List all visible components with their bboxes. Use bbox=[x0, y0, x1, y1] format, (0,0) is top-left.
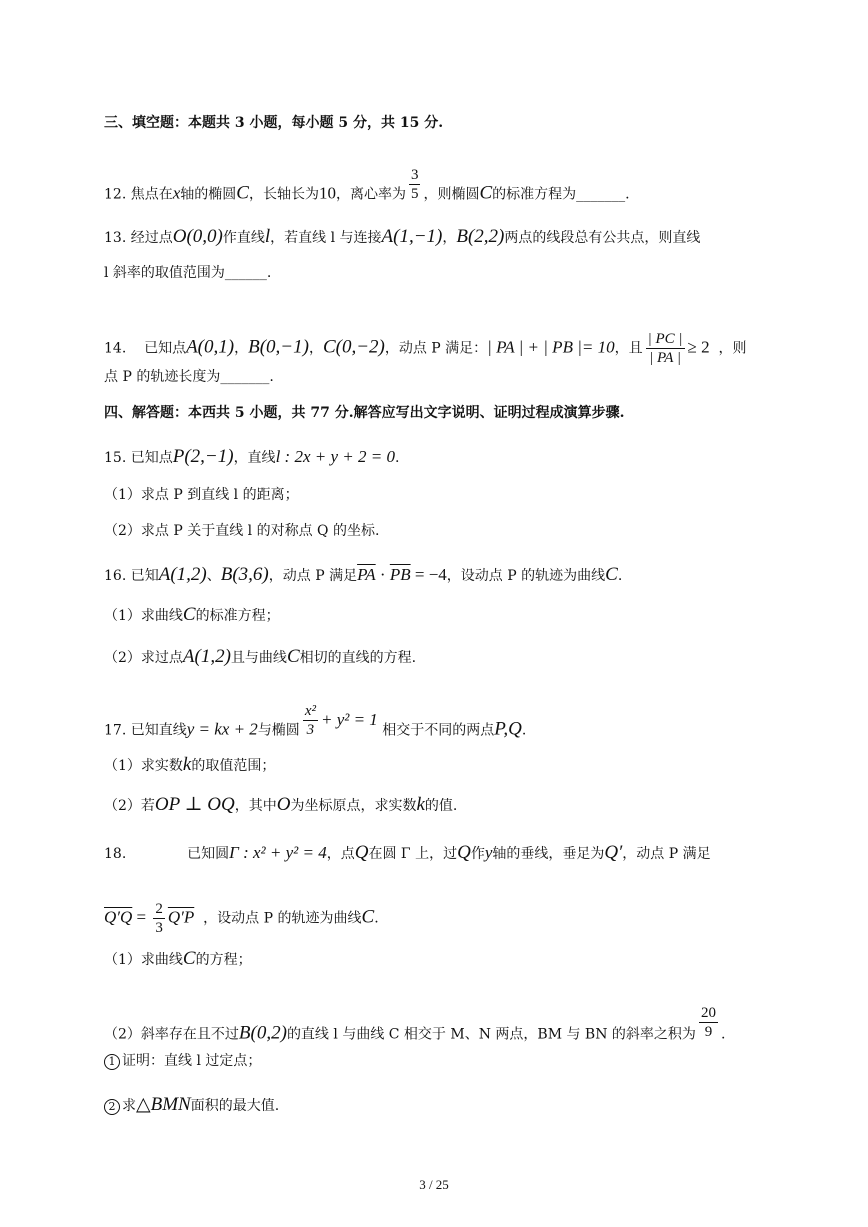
question-16-part2: （2）求过点A(1,2)且与曲线C相切的直线的方程. bbox=[104, 646, 417, 667]
question-16-part1: （1）求曲线C的标准方程； bbox=[104, 604, 280, 625]
question-17: 17. 已知直线y = kx + 2与椭圆 $\frac{\text{x²}}{3}$ + y² = 1 相交于不同的两点P,Q. bbox=[104, 703, 527, 740]
question-17-part1: （1）求实数k的取值范围； bbox=[104, 754, 276, 775]
circled-number-2: 2 bbox=[104, 1099, 120, 1115]
question-18-sub2: 2 求△BMN面积的最大值. bbox=[104, 1096, 778, 1115]
twenty-ninths-fraction: $\frac{20}{9}$ bbox=[700, 1005, 716, 1040]
question-14-line2: 点 P 的轨迹长度为_______. bbox=[104, 369, 274, 385]
section-heading-fill-in: 三、填空题：本题共 3 小题，每小题 5 分，共 15 分. bbox=[104, 115, 444, 131]
question-15-part1: （1）求点 P 到直线 l 的距离； bbox=[104, 487, 299, 503]
question-14: 14. 已知点A(0,1)，B(0,−1)，C(0,−2)，动点 P 满足：| PA | + | PB |= 10，且 $\frac{| PC |}{| PA |}$ ≥ 2 ，则 bbox=[104, 331, 747, 366]
question-13-line2: l 斜率的取值范围为______. bbox=[104, 265, 272, 281]
question-18-part2: （2）斜率存在且不过B(0,2)的直线 l 与曲线 C 相交于 M、N 两点，BM 与 BN 的斜率之积为 $\frac{20}{9}$ . bbox=[104, 1005, 726, 1044]
question-18-part1: （1）求曲线C的方程； bbox=[104, 948, 252, 969]
question-18-sub1: 1 证明：直线 l 过定点； bbox=[104, 1052, 778, 1070]
question-16: 16. 已知A(1,2)、B(3,6)，动点 P 满足$\overline{PA} \cdot \overline{PB} = -4$，设动点 P 的轨迹为曲线C. bbox=[104, 564, 623, 585]
ellipse-fraction: $\frac{\text{x²}}{3}$ bbox=[304, 703, 316, 738]
question-12: 12. 焦点在x轴的椭圆C，长轴长为10，离心率为 $\frac{3}{5}$ ，则椭圆C的标准方程为_______. bbox=[104, 167, 630, 204]
page-number: 3 / 25 bbox=[419, 1177, 449, 1192]
eccentricity-fraction: $\frac{3}{5}$ bbox=[410, 167, 419, 202]
section-heading-solutions: 四、解答题：本西共 5 小题，共 77 分.解答应写出文字说明、证明过程成演算步骤. bbox=[104, 405, 625, 421]
question-15-part2: （2）求点 P 关于直线 l 的对称点 Q 的坐标. bbox=[104, 523, 380, 539]
question-15: 15. 已知点P(2,−1)，直线l : 2x + y + 2 = 0. bbox=[104, 446, 400, 467]
question-18: 18. 已知圆Γ : x² + y² = 4，点Q在圆 Γ 上，过Q作y轴的垂线，垂足为Q′，动点 P 满足 bbox=[104, 842, 711, 863]
circled-number-1: 1 bbox=[104, 1054, 120, 1070]
question-13: 13. 经过点O(0,0)作直线l，若直线 l 与连接A(1,−1)，B(2,2)两点的线段总有公共点，则直线 bbox=[104, 226, 701, 247]
pc-pa-fraction: $\frac{| PC |}{| PA |}$ bbox=[647, 331, 683, 366]
question-18-vector-condition: Q′Q = $\frac{2}{3}$ Q′P ，设动点 P 的轨迹为曲线C. bbox=[104, 901, 379, 936]
two-thirds-fraction: $\frac{2}{3}$ bbox=[155, 901, 163, 936]
question-17-part2: （2）若OP ⊥ OQ，其中O为坐标原点，求实数k的值. bbox=[104, 794, 458, 815]
